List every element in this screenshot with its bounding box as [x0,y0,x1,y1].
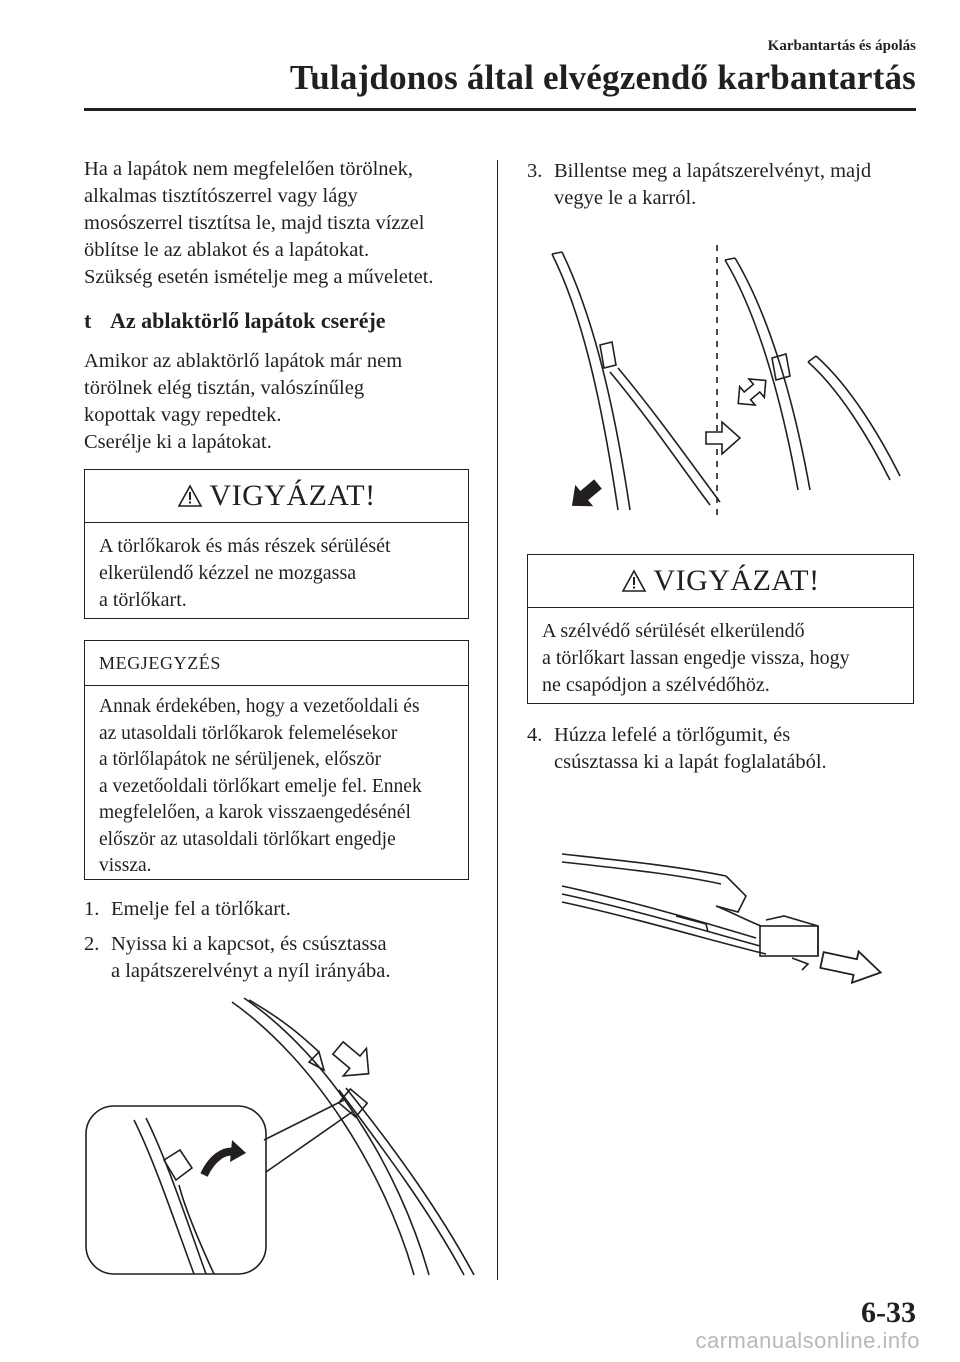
step-number: 4. [527,724,543,746]
wiper-clip-illustration [84,990,484,1280]
header-section-title: Karbantartás és ápolás [767,38,916,54]
text-line: Ha a lapátok nem megfelelően törölnek, [84,158,414,180]
caution-header [85,470,468,523]
step-number: 3. [527,160,543,182]
page-number: 6-33 [861,1296,916,1329]
text-line: a törlőlapátok ne sérüljenek, először [99,749,382,770]
blade-removal-illustration [540,240,920,525]
text-line: törölnek elég tisztán, valószínűleg [84,377,365,399]
wiper-rubber-illustration [556,840,896,990]
note-body [85,686,468,890]
caution-header [528,555,913,608]
watermark: carmanualsonline.info [695,1328,920,1353]
text-line: ne csapódjon a szélvédőhöz. [542,674,770,696]
caution-title: VIGYÁZAT! [653,564,820,597]
text-line: a törlőkart. [99,589,187,611]
step-text: Nyissa ki a kapcsot, és csúsztassa [111,933,387,955]
column-divider [497,160,498,1280]
text-line: először az utasoldali törlőkart engedje [99,828,396,850]
text-line: elkerülendő kézzel ne mozgassa [99,562,357,584]
text-line: Annak érdekében, hogy a vezetőoldali és [99,696,420,717]
text-line: kopottak vagy repedtek. [84,404,282,426]
step-1 [84,896,291,923]
section-heading-text: Az ablaktörlő lapátok cseréje [110,308,386,333]
note-header [85,641,468,686]
caution-body [528,608,913,709]
warning-triangle-icon [177,484,203,508]
text-line: Cserélje ki a lapátokat. [84,431,272,453]
step-text-continued: vegye le a karról. [554,187,697,209]
step-text: Billentse meg a lapátszerelvényt, majd [554,160,872,182]
intro-paragraph [84,156,434,291]
step-text-continued: csúsztassa ki a lapát foglalatából. [554,751,827,773]
caution-box [84,469,469,619]
caution-title: VIGYÁZAT! [209,479,376,512]
warning-triangle-icon [621,569,647,593]
text-line: öblítse le az ablakot és a lapátokat. [84,239,370,261]
text-line: vissza. [99,855,152,876]
step-number: 2. [84,933,100,955]
step-3 [527,158,871,212]
text-line: a vezetőoldali törlőkart emelje fel. Ennek [99,775,422,797]
step-text: Emelje fel a törlőkart. [111,898,291,920]
text-line: A törlőkarok és más részek sérülését [99,535,391,557]
step-text-continued: a lapátszerelvényt a nyíl irányába. [111,960,391,982]
text-line: megfelelően, a karok visszaengedésénél [99,802,411,823]
text-line: Amikor az ablaktörlő lapátok már nem [84,350,403,372]
text-line: az utasoldali törlőkarok felemelésekor [99,722,398,744]
text-line: a törlőkart lassan engedje vissza, hogy [542,647,850,669]
step-text: Húzza lefelé a törlőgumit, és [554,724,791,746]
step-4 [527,722,827,776]
step-2 [84,931,390,985]
page-title: Tulajdonos által elvégzendő karbantartás [289,58,916,97]
note-box [84,640,469,880]
text-line: mosószerrel tisztítsa le, majd tiszta vízzel [84,212,425,234]
text-line: alkalmas tisztítószerrel vagy lágy [84,185,358,207]
section-bullet: t [84,308,92,333]
note-title: MEGJEGYZÉS [99,652,221,673]
caution-box [527,554,914,704]
text-line: A szélvédő sérülését elkerülendő [542,620,805,642]
text-line: Szükség esetén ismételje meg a műveletet. [84,266,434,288]
header-divider [84,108,916,111]
step-number: 1. [84,898,100,920]
section-heading [84,308,386,334]
caution-body [85,523,468,624]
section-paragraph [84,348,402,456]
